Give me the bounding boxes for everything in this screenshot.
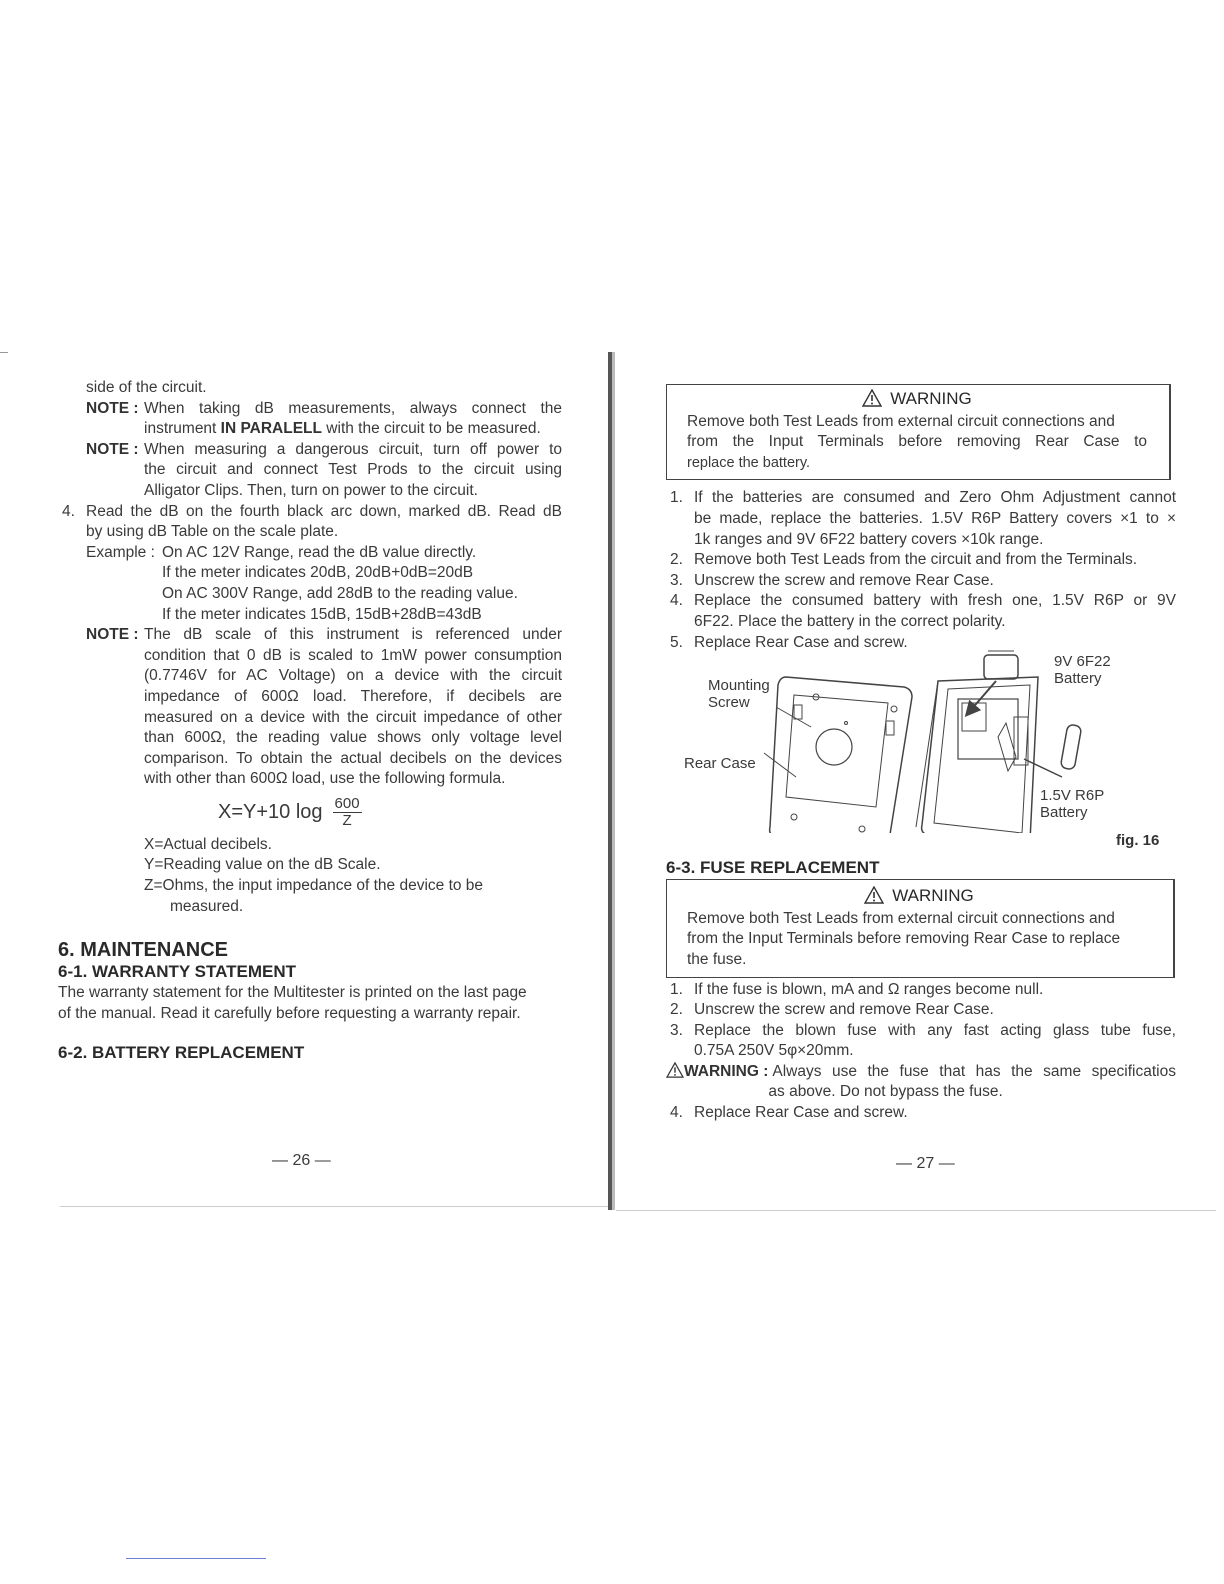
text-line: Replace Rear Case and screw. [694, 633, 908, 651]
label-text: Mounting [708, 677, 770, 695]
example [58, 543, 562, 625]
step-number: 1. [670, 489, 683, 507]
fuse-warning [666, 1062, 1176, 1103]
definition-z-cont: measured. [170, 897, 244, 915]
figure-caption: fig. 16 [1116, 832, 1160, 850]
step-number: 3. [670, 1021, 683, 1039]
label-text: Battery [1040, 804, 1088, 822]
text-line: Alligator Clips. Then, turn on power to the circuit. [144, 481, 478, 499]
text-line: the circuit and connect Test Prods to the circuit using [144, 461, 562, 479]
text-line: side of the circuit. [86, 379, 207, 396]
note-label: NOTE : [86, 440, 139, 458]
warning-box-battery [666, 384, 1171, 480]
step-number: 4. [62, 502, 75, 520]
text-line: 0.75A 250V 5φ×20mm. [694, 1042, 854, 1060]
page-number-left: — 26 — [272, 1152, 331, 1169]
step-number: 4. [670, 592, 683, 610]
text-line: On AC 300V Range, add 28dB to the reading value. [162, 584, 518, 602]
label-text: Battery [1054, 670, 1102, 688]
text-line: Remove both Test Leads from external circuit connections and [687, 412, 1115, 430]
section-heading-battery: 6-2. BATTERY REPLACEMENT [58, 1043, 305, 1063]
text-line: Unscrew the screw and remove Rear Case. [694, 1001, 994, 1019]
fuse-warning-label [666, 1062, 768, 1103]
fuse-step-4 [666, 1103, 1176, 1124]
formula-lhs: X=Y+10 log [218, 801, 323, 824]
warning-title [687, 389, 1147, 410]
text-line: of the manual. Read it carefully before requesting a warranty repair. [58, 1004, 521, 1022]
book-spine-shadow [612, 352, 615, 1210]
warning-triangle-icon [864, 886, 884, 904]
step-number: 2. [670, 551, 683, 569]
warning-title-text: WARNING [890, 389, 972, 408]
text-line: If the meter indicates 15dB, 15dB+28dB=43dB [162, 605, 482, 623]
text-line: If the fuse is blown, mA and Ω ranges become null. [694, 980, 1044, 998]
fuse-step-2 [666, 1000, 1176, 1021]
label-text: 9V 6F22 [1054, 653, 1111, 671]
note-label: NOTE : [86, 626, 139, 644]
definition-y: Y=Reading value on the dB Scale. [144, 856, 381, 874]
formula-denominator: Z [342, 811, 352, 829]
label-9v-battery [1054, 653, 1111, 687]
text-line: When measuring a dangerous circuit, turn off power to [144, 440, 562, 458]
text-line: impedance of 600Ω load. Therefore, if decibels are [144, 687, 562, 705]
text-line: 1k ranges and 9V 6F22 battery covers ×10k range. [694, 530, 1044, 548]
warning-triangle-icon [862, 389, 882, 407]
step-number: 2. [670, 1001, 683, 1019]
text-line: the fuse. [687, 950, 747, 968]
label-1-5v-battery [1040, 787, 1104, 821]
text-line: measured on a device with the circuit impedance of other [144, 708, 562, 726]
note-3 [58, 625, 562, 790]
text-line: from the Input Terminals before removing Rear Case to [687, 433, 1147, 451]
text-segment: instrument [144, 420, 221, 438]
left-page [58, 378, 562, 1064]
text-line: Always use the fuse that has the same specificatios [772, 1062, 1176, 1080]
note-2 [58, 440, 562, 502]
example-label: Example : [86, 543, 155, 561]
scan-artifact-line [126, 1558, 266, 1559]
warning-title-text: WARNING [892, 886, 974, 906]
page-bottom-edge-right [616, 1210, 1216, 1211]
text-line: Unscrew the screw and remove Rear Case. [694, 571, 994, 589]
text-line: 6F22. Place the battery in the correct polarity. [694, 612, 1006, 630]
section-heading-warranty: 6-1. WARRANTY STATEMENT [58, 962, 297, 982]
step-number: 4. [670, 1104, 683, 1122]
formula-fraction [333, 796, 362, 829]
text-line: comparison. To obtain the actual decibels on the devices [144, 749, 562, 767]
step-number: 1. [670, 980, 683, 998]
text-line: from the Input Terminals before removing Rear Case to replace [687, 930, 1121, 948]
text-line: Replace the consumed battery with fresh one, 1.5V R6P or 9V [694, 592, 1176, 610]
text-line: replace the battery. [687, 454, 811, 471]
text-line: When taking dB measurements, always connect the [144, 399, 562, 417]
label-rear-case: Rear Case [684, 755, 756, 773]
text-line: Replace Rear Case and screw. [694, 1104, 908, 1122]
text-line: as above. Do not bypass the fuse. [768, 1083, 1003, 1101]
warning-title [687, 886, 1151, 907]
text-line: with other than 600Ω load, use the following formula. [144, 770, 506, 788]
text-line: Remove both Test Leads from external circuit connections and [687, 909, 1115, 927]
text-line: than 600Ω, the reading value shows only voltage level [144, 729, 562, 747]
fuse-step-3 [666, 1021, 1176, 1062]
section-heading-fuse: 6-3. FUSE REPLACEMENT [666, 858, 880, 878]
figure-16 [666, 653, 1176, 853]
text-line: Remove both Test Leads from the circuit and from the Terminals. [694, 551, 1138, 569]
text-line: If the batteries are consumed and Zero Ohm Adjustment cannot [694, 489, 1176, 507]
warning-box-fuse [666, 879, 1175, 977]
text-line: The dB scale of this instrument is referenced under [144, 626, 562, 644]
note-label: NOTE : [86, 399, 139, 417]
battery-step-1 [666, 488, 1176, 550]
text-line: by using dB Table on the scale plate. [86, 523, 339, 541]
battery-step-4 [666, 591, 1176, 632]
page-edge-mark [0, 352, 8, 353]
text-line: Replace the blown fuse with any fast acting glass tube fuse, [694, 1021, 1176, 1039]
text-line: The warranty statement for the Multitester is printed on the last page [58, 984, 527, 1002]
label-text: 1.5V R6P [1040, 787, 1105, 805]
page-bottom-edge-left [60, 1206, 608, 1207]
text-line: be made, replace the batteries. 1.5V R6P Battery covers ×1 to × [694, 509, 1176, 527]
warning-label-text: WARNING : [684, 1062, 769, 1080]
battery-step-2 [666, 550, 1176, 571]
section-heading-maintenance: 6. MAINTENANCE [58, 939, 229, 962]
definition-x: X=Actual decibels. [144, 835, 272, 853]
text-line: (0.7746V for AC Voltage) on a device with the circuit [144, 667, 562, 685]
step-number: 3. [670, 571, 683, 589]
battery-step-3 [666, 571, 1176, 592]
db-formula [218, 796, 562, 829]
text-line: If the meter indicates 20dB, 20dB+0dB=20dB [162, 564, 474, 582]
text-segment: with the circuit to be measured. [322, 420, 541, 438]
text-line [144, 419, 562, 440]
step-number: 5. [670, 633, 683, 651]
text-line: Read the dB on the fourth black arc down, marked dB. Read dB [86, 502, 562, 520]
step-4 [58, 502, 562, 543]
note-1 [58, 399, 562, 440]
page-number-right: — 27 — [896, 1155, 955, 1172]
right-page [666, 384, 1176, 1124]
label-text: Screw [708, 694, 750, 712]
text-line: condition that 0 dB is scaled to 1mW power consumption [144, 646, 562, 664]
bold-text: IN PARALELL [220, 420, 322, 438]
text-line: On AC 12V Range, read the dB value directly. [162, 543, 477, 561]
formula-numerator: 600 [334, 794, 360, 812]
label-mounting-screw [708, 677, 770, 711]
fuse-step-1 [666, 980, 1176, 1001]
definition-z: Z=Ohms, the input impedance of the device to be [144, 877, 484, 895]
warning-triangle-icon [666, 1062, 684, 1078]
